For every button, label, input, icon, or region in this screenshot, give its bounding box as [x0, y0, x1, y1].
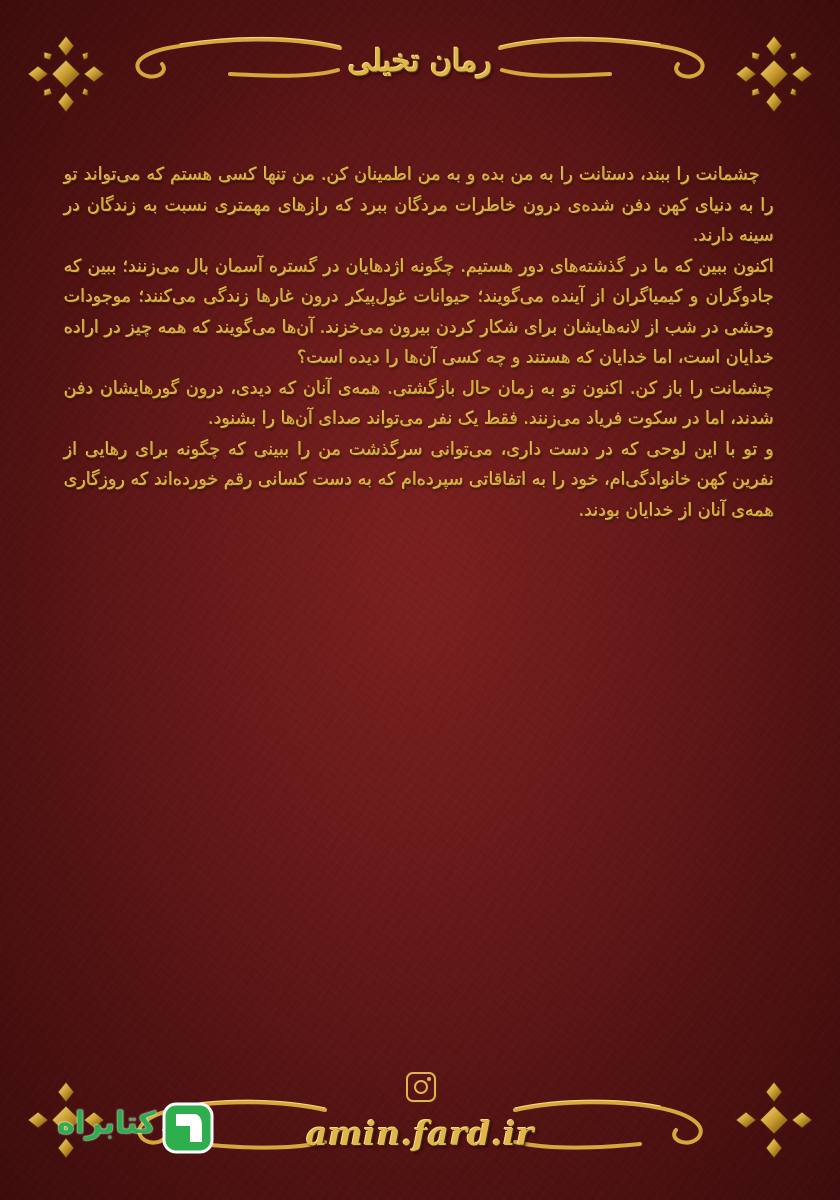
paragraph: چشمانت را باز کن. اکنون تو به زمان حال بازگشتی. همه‌ی آنان که دیدی، درون گورهایشان دفن شدند، اما در سکوت فریاد می‌زنند. فقط یک نفر می‌تواند صدای آن‌ها را بشنود.: [64, 378, 774, 429]
publisher-logo-text: کتابراه: [57, 1106, 156, 1141]
page-title: رمان تخیلی: [348, 44, 492, 79]
story-text: [64, 160, 774, 526]
publisher-logo: [36, 1098, 216, 1158]
publisher-logo-mark: [160, 1100, 216, 1156]
paragraph: و تو با این لوحی که در دست داری، می‌توانی سرگذشت من را ببینی که چگونه برای رهایی از نفرین کهن خانوادگی‌ام، خود را به اتفاقاتی سپرده‌ام که به دست کسانی رقم خورده‌اند که روزگاری همه‌ی آنان از خدایان بودند.: [64, 439, 774, 521]
instagram-icon[interactable]: [406, 1072, 436, 1102]
paragraph: چشمانت را ببند، دستانت را به من بده و به من اطمینان کن. من تنها کسی هستم که می‌تواند تو را به دنیای کهن دفن شده‌ی درون خاطرات مردگان ببرد که رازهای مهمتری نسبت به زندگان در سینه دارند.: [64, 165, 774, 246]
website-link[interactable]: amin.fard.ir: [306, 1114, 534, 1153]
paragraph: اکنون ببین که ما در گذشته‌های دور هستیم. چگونه اژدهایان در گستره آسمان بال می‌زنند؛ ببین که جادوگران و کیمیاگران از آینده می‌گویند؛ حیوانات غول‌پیکر درون غارها زندگی می‌کنند؛ موجودات وحشی در شب از لانه‌هایشان برای شکار کردن بیرون می‌خزند. آن‌ها می‌گویند که همه چیز در اراده خدایان است، اما خدایان که هستند و چه کسی آن‌ها را دیده است؟: [64, 256, 774, 368]
